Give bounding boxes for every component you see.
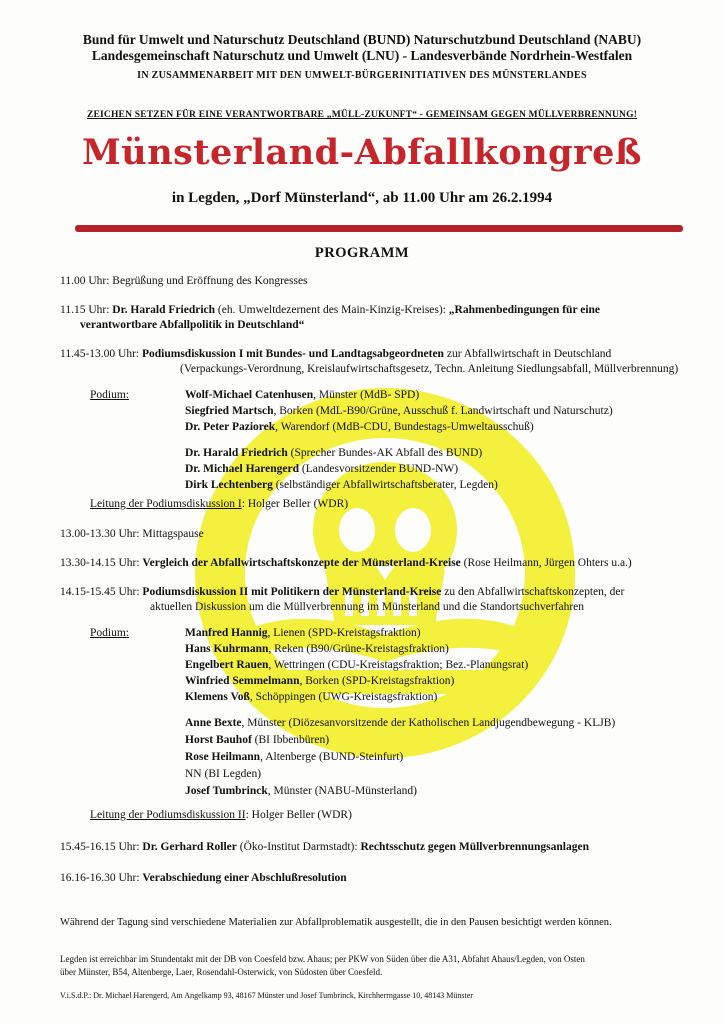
panelist: Anne Bexte, Münster (Diözesanvorsitzende der Katholischen Landjugendbewegung - KLJB)	[185, 717, 616, 729]
panelist: Manfred Hannig, Lienen (SPD-Kreistagsfraktion)	[185, 627, 421, 639]
panel-desc: zur Abfallwirtschaft in Deutschland	[446, 348, 612, 360]
moderator-line-1: Leitung der Podiumsdiskussion I: Holger Beller (WDR)	[90, 498, 349, 510]
program-item-comparison: 13.30-14.15 Uhr: Vergleich der Abfallwirtschaftskonzepte der Münsterland-Kreise (Rose Heilmann, Jürgen Ohters u.a.)	[60, 557, 632, 569]
directions-line-2: über Münster, B54, Altenberge, Laer, Rosendahl-Osterwick, von Südosten über Coesfeld.	[60, 967, 383, 977]
panelist: NN (BI Legden)	[185, 768, 262, 780]
panelist: Dr. Peter Paziorek, Warendorf (MdB-CDU, Bundestags-Umweltausschuß)	[185, 421, 534, 433]
panelist: Klemens Voß, Schöppingen (UWG-Kreistagsfraktion)	[185, 691, 438, 703]
program-item-lecture: 15.45-16.15 Uhr: Dr. Gerhard Roller (Öko-Institut Darmstadt): Rechtsschutz gegen Müllverbrennungsanlagen	[60, 841, 589, 853]
program-item-keynote	[60, 303, 600, 318]
panel-2-desc-cont: aktuellen Diskussion um die Müllverbrennung im Münsterland und die Standortsuchverfahren	[150, 601, 585, 613]
panelist: Dirk Lechtenberg (selbständiger Abfallwirtschaftsberater, Legden)	[185, 479, 498, 491]
org-line-1: Bund für Umwelt und Naturschutz Deutschland (BUND) Naturschutzbund Deutschland (NABU)	[82, 32, 642, 47]
panelist: Hans Kuhrmann, Reken (B90/Grüne-Kreistagsfraktion)	[185, 643, 449, 655]
title-divider	[75, 225, 683, 232]
org-line-2: Landesgemeinschaft Naturschutz und Umwelt (LNU) - Landesverbände Nordrhein-Westfalen	[91, 48, 633, 63]
program-item-resolution: 16.16-16.30 Uhr: Verabschiedung einer Abschlußresolution	[60, 872, 347, 884]
panelist: Horst Bauhof (BI Ibbenbüren)	[185, 734, 330, 746]
cooperation-line: IN ZUSAMMENARBEIT MIT DEN UMWELT-BÜRGERINITIATIVEN DES MÜNSTERLANDES	[137, 70, 587, 81]
program-item-welcome: 11.00 Uhr: Begrüßung und Eröffnung des Kongresses	[60, 275, 308, 287]
panelist: Winfried Semmelmann, Borken (SPD-Kreistagsfraktion)	[185, 675, 455, 687]
page-title: Münsterland-Abfallkongreß	[82, 132, 642, 173]
item-time: 11.45-13.00 Uhr:	[60, 348, 140, 360]
speaker-name: Dr. Harald Friedrich	[112, 304, 216, 316]
panelist: Josef Tumbrinck, Münster (NABU-Münsterland)	[185, 785, 417, 797]
program-item-panel-1	[60, 347, 611, 362]
slogan: ZEICHEN SETZEN FÜR EINE VERANTWORTBARE „MÜLL-ZUKUNFT“ - GEMEINSAM GEGEN MÜLLVERBRENNUNG!	[86, 110, 638, 120]
imprint: V.i.S.d.P.: Dr. Michael Harengerd, Am Angelkamp 93, 48167 Münster und Josef Tumbrinck, Kirchherrngasse 10, 48143 Münster	[60, 991, 473, 1000]
panel-title: Podiumsdiskussion I mit Bundes- und Landtagsabgeordneten	[141, 348, 444, 360]
panelist: Rose Heilmann, Altenberge (BUND-Steinfurt)	[185, 751, 404, 763]
program-heading: PROGRAMM	[314, 245, 410, 261]
talk-title: „Rahmenbedingungen für eine	[448, 304, 601, 316]
podium-label-2: Podium:	[90, 627, 129, 639]
item-time: 11.15 Uhr:	[60, 304, 110, 316]
materials-note: Während der Tagung sind verschiedene Materialien zur Abfallproblematik ausgestellt, die in den Pausen besichtigt werden können.	[60, 917, 612, 928]
panelist: Dr. Michael Harengerd (Landesvorsitzender BUND-NW)	[185, 463, 459, 475]
directions-line-1: Legden ist erreichbar im Stundentakt mit der DB von Coesfeld bzw. Ahaus; per PKW von Süden über die A31, Abfahrt Ahaus/Legden, von Osten	[60, 954, 585, 964]
panelist: Siegfried Martsch, Borken (MdL-B90/Grüne, Ausschuß f. Landwirtschaft und Naturschutz)	[185, 405, 613, 417]
panelist: Dr. Harald Friedrich (Sprecher Bundes-AK Abfall des BUND)	[185, 447, 483, 459]
program-item-lunch: 13.00-13.30 Uhr: Mittagspause	[60, 528, 204, 540]
program-item-panel-2: 14.15-15.45 Uhr: Podiumsdiskussion II mit Politikern der Münsterland-Kreise zu den Abfallwirtschaftskonzepten, der	[60, 586, 625, 598]
panel-desc-cont: (Verpackungs-Verordnung, Kreislaufwirtschaftsgesetz, Techn. Anleitung Siedlungsabfall, Müllverbrennung)	[180, 363, 679, 375]
panelist: Engelbert Rauen, Wettringen (CDU-Kreistagsfraktion; Bez.-Planungsrat)	[185, 659, 529, 671]
moderator-line-2: Leitung der Podiumsdiskussion II: Holger Beller (WDR)	[90, 809, 352, 821]
podium-label-1: Podium:	[90, 389, 129, 401]
speaker-role: (eh. Umweltdezernent des Main-Kinzig-Kreises):	[217, 304, 446, 316]
panelist: Wolf-Michael Catenhusen, Münster (MdB- SPD)	[185, 389, 420, 401]
talk-title-cont: verantwortbare Abfallpolitik in Deutschland“	[80, 319, 305, 331]
event-subtitle: in Legden, „Dorf Münsterland“, ab 11.00 Uhr am 26.2.1994	[171, 190, 553, 206]
